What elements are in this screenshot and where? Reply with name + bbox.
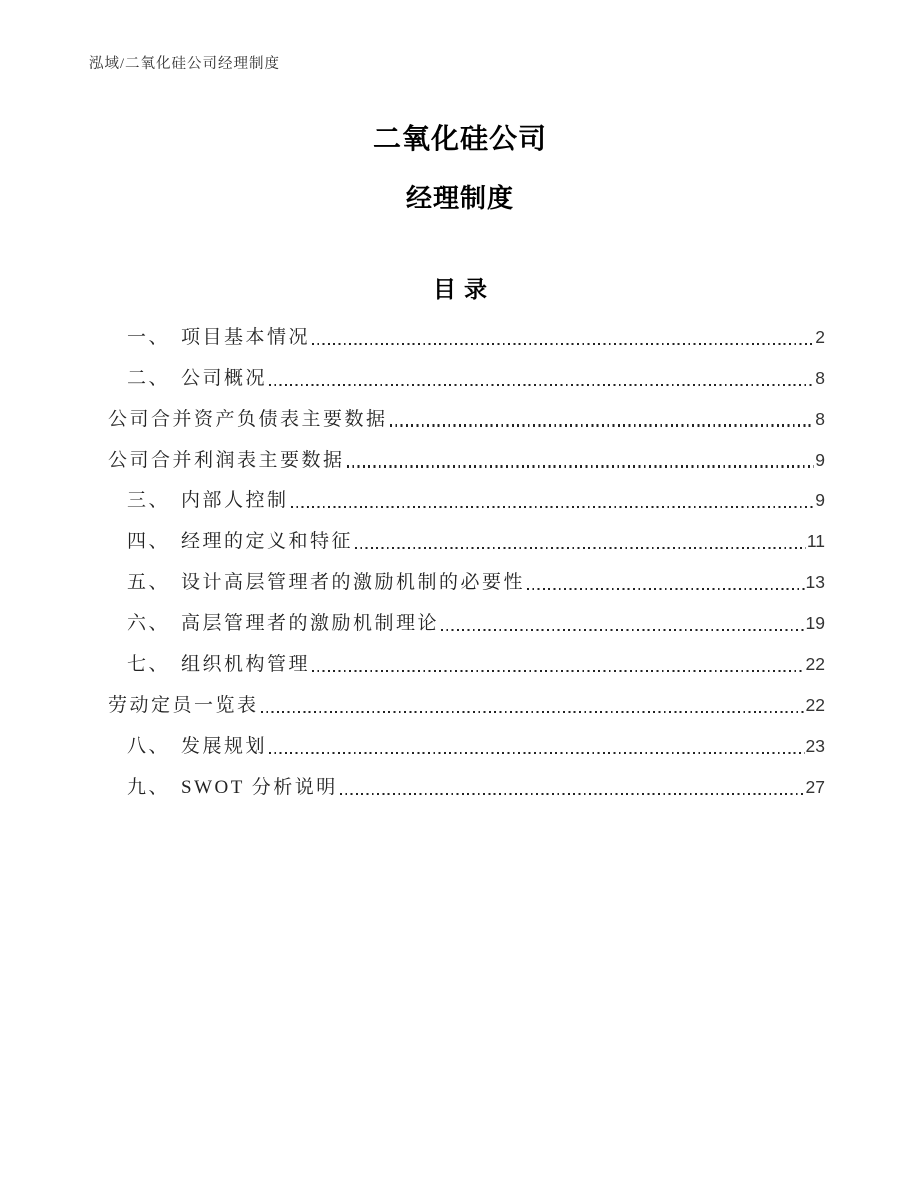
toc-dotted-leader xyxy=(347,465,815,467)
toc-entry-title: 内部人控制 xyxy=(181,490,289,512)
toc-entry-label xyxy=(108,408,388,432)
toc-entry-page-number: 8 xyxy=(815,367,825,388)
toc-list xyxy=(108,309,825,800)
toc-entry-title: 公司合并资产负债表主要数据 xyxy=(108,408,388,430)
toc-entry-page-number: 9 xyxy=(815,449,825,470)
page-header-text: 泓域/二氧化硅公司经理制度 xyxy=(89,56,281,72)
toc-dotted-leader xyxy=(312,343,814,345)
toc-entry[interactable] xyxy=(108,350,825,391)
toc-entry-page-number: 11 xyxy=(806,531,825,552)
toc-dotted-leader xyxy=(269,752,805,754)
toc-entry-number: 七、 xyxy=(127,654,171,676)
toc-entry-title: 组织机构管理 xyxy=(181,654,311,676)
toc-entry-page-number: 8 xyxy=(815,408,825,429)
toc-entry-page-number: 2 xyxy=(815,326,825,347)
toc-entry[interactable] xyxy=(108,473,825,514)
toc-entry-title: 高层管理者的激励机制理论 xyxy=(181,613,440,635)
toc-entry-page-number: 22 xyxy=(805,694,825,715)
toc-entry-page-number: 23 xyxy=(805,735,825,756)
toc-entry-label xyxy=(127,776,338,800)
toc-entry[interactable] xyxy=(108,718,825,759)
toc-entry[interactable] xyxy=(108,391,825,432)
toc-entry-label xyxy=(127,735,267,759)
toc-entry-page-number: 13 xyxy=(805,572,825,593)
toc-entry-page-number: 9 xyxy=(815,490,825,511)
toc-dotted-leader xyxy=(269,384,814,386)
toc-dotted-leader xyxy=(291,506,815,508)
toc-entry-page-number: 19 xyxy=(805,613,825,634)
toc-entry-number: 二、 xyxy=(127,367,171,389)
toc-entry-number: 九、 xyxy=(127,776,171,798)
toc-entry-title: 经理的定义和特征 xyxy=(181,531,354,553)
toc-entry-page-number: 27 xyxy=(805,776,825,797)
toc-entry-title: 公司合并利润表主要数据 xyxy=(108,449,345,471)
toc-entry[interactable] xyxy=(108,554,825,595)
document-title: 二氧化硅公司 xyxy=(372,123,547,154)
toc-entry-number: 一、 xyxy=(127,326,171,348)
toc-entry-label xyxy=(127,367,267,391)
toc-entry-title: 公司概况 xyxy=(181,367,268,389)
toc-entry[interactable] xyxy=(108,432,825,473)
toc-entry-label xyxy=(127,326,310,350)
toc-heading: 目录 xyxy=(433,276,495,302)
document-subtitle: 经理制度 xyxy=(405,183,514,213)
toc-dotted-leader xyxy=(312,670,805,672)
toc-entry-number: 三、 xyxy=(127,490,171,512)
toc-entry-number: 五、 xyxy=(127,572,171,594)
toc-entry-title: SWOT 分析说明 xyxy=(181,776,338,798)
toc-entry-page-number: 22 xyxy=(805,654,825,675)
toc-dotted-leader xyxy=(390,424,815,426)
toc-entry[interactable] xyxy=(108,595,825,636)
toc-entry-label xyxy=(108,694,259,718)
toc-entry-label xyxy=(127,653,310,677)
toc-entry-number: 八、 xyxy=(127,735,171,757)
toc-dotted-leader xyxy=(340,793,805,795)
toc-entry-label xyxy=(127,530,353,554)
toc-entry-title: 劳动定员一览表 xyxy=(108,694,259,716)
toc-entry[interactable] xyxy=(108,636,825,677)
toc-dotted-leader xyxy=(261,711,805,713)
toc-entry-number: 四、 xyxy=(127,531,171,553)
toc-dotted-leader xyxy=(527,588,805,590)
toc-entry-number: 六、 xyxy=(127,613,171,635)
toc-entry-title: 设计高层管理者的激励机制的必要性 xyxy=(181,572,526,594)
toc-entry-label xyxy=(127,612,439,636)
toc-dotted-leader xyxy=(441,629,805,631)
toc-entry-label xyxy=(127,571,525,595)
toc-entry[interactable] xyxy=(108,513,825,554)
toc-entry[interactable] xyxy=(108,309,825,350)
toc-entry[interactable] xyxy=(108,677,825,718)
toc-dotted-leader xyxy=(355,547,806,549)
toc-entry-title: 发展规划 xyxy=(181,735,268,757)
toc-entry-label xyxy=(127,489,289,513)
toc-entry-label xyxy=(108,449,345,473)
toc-entry[interactable] xyxy=(108,759,825,800)
toc-entry-title: 项目基本情况 xyxy=(181,326,311,348)
